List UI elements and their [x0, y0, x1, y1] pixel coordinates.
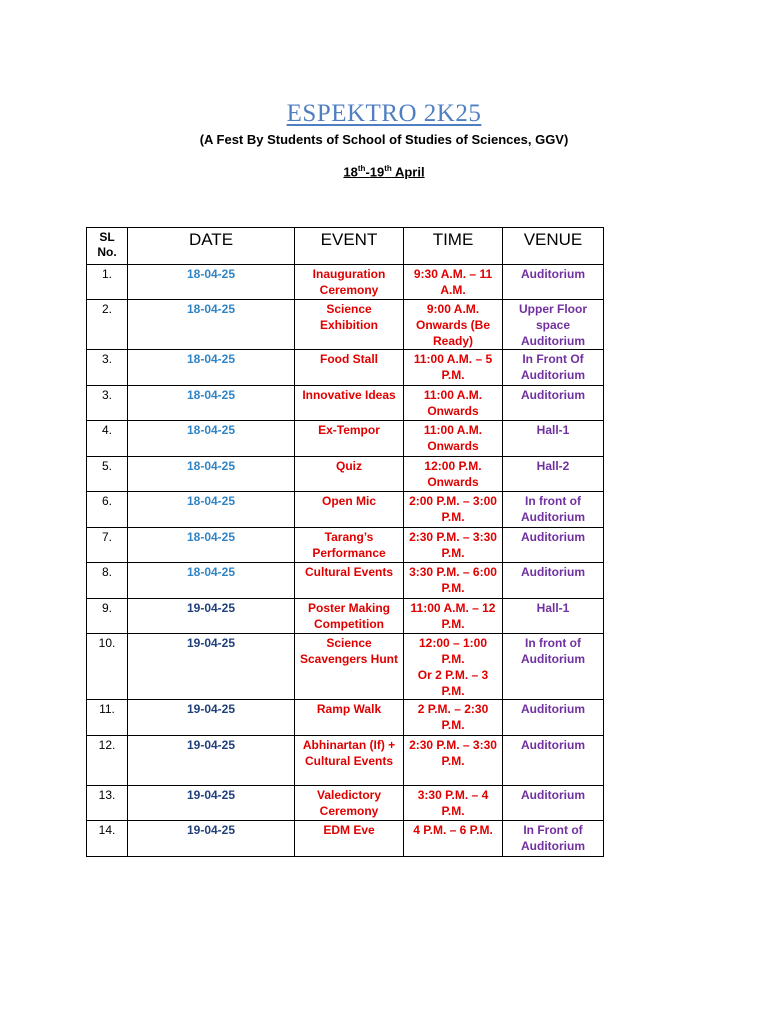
- cell-venue: [503, 421, 604, 457]
- cell-venue-text: Auditorium: [521, 267, 585, 281]
- cell-date-text: 19-04-25: [186, 823, 236, 837]
- cell-time: [404, 457, 503, 492]
- cell-event-text: EDM Eve: [323, 823, 375, 837]
- cell-sl-text: 4.: [101, 423, 112, 437]
- table-row: [87, 386, 604, 421]
- cell-venue: [503, 634, 604, 700]
- cell-sl: [87, 599, 128, 634]
- cell-venue: [503, 528, 604, 563]
- cell-venue: [503, 457, 604, 492]
- page-subtitle: (A Fest By Students of School of Studies of Sciences, GGV): [199, 132, 569, 147]
- schedule-table: [86, 227, 604, 857]
- cell-venue-text: Auditorium: [521, 388, 585, 402]
- cell-event-text: Poster Making Competition: [307, 601, 391, 631]
- cell-date-text: 19-04-25: [186, 601, 236, 615]
- date-day1: 18: [343, 164, 358, 180]
- cell-time: [404, 821, 503, 857]
- col-header-time: TIME: [404, 228, 503, 265]
- cell-venue: [503, 700, 604, 736]
- cell-sl-text: 7.: [101, 530, 112, 544]
- date-dash: -: [365, 164, 370, 180]
- cell-sl-text: 6.: [101, 494, 112, 508]
- table-row: [87, 736, 604, 786]
- cell-time-text: 11:00 A.M. – 5 P.M.: [413, 352, 493, 382]
- cell-date-text: 18-04-25: [186, 388, 236, 402]
- table-row: [87, 599, 604, 634]
- cell-event: [295, 599, 404, 634]
- cell-sl: [87, 421, 128, 457]
- cell-sl-text: 3.: [101, 352, 112, 366]
- cell-sl-text: 9.: [101, 601, 112, 615]
- cell-time-text: 2:00 P.M. – 3:00 P.M.: [409, 494, 497, 524]
- cell-date: [128, 492, 295, 528]
- cell-sl: [87, 786, 128, 821]
- cell-time-text: 3:30 P.M. – 6:00 P.M.: [409, 565, 497, 595]
- cell-venue-text: Upper Floor space Auditorium: [519, 302, 587, 348]
- cell-time: [404, 350, 503, 386]
- cell-event-text: Valedictory Ceremony: [316, 788, 382, 818]
- cell-venue-text: Hall-2: [536, 459, 570, 473]
- cell-venue-text: Auditorium: [521, 530, 585, 544]
- cell-sl: [87, 300, 128, 350]
- cell-date: [128, 700, 295, 736]
- cell-venue: [503, 821, 604, 857]
- cell-date-text: 18-04-25: [186, 530, 236, 544]
- table-row: [87, 786, 604, 821]
- cell-venue: [503, 599, 604, 634]
- cell-time-text: 2:30 P.M. – 3:30 P.M.: [409, 738, 497, 768]
- date-month: April: [391, 164, 425, 180]
- cell-date-text: 19-04-25: [186, 636, 236, 650]
- cell-venue-text: Hall-1: [536, 423, 570, 437]
- table-row: [87, 300, 604, 350]
- cell-event-text: Ex-Tempor: [318, 423, 380, 437]
- cell-sl-text: 1.: [101, 267, 112, 281]
- cell-sl-text: 8.: [101, 565, 112, 579]
- cell-event: [295, 386, 404, 421]
- cell-date: [128, 599, 295, 634]
- schedule-body: [87, 265, 604, 857]
- cell-date-text: 18-04-25: [186, 352, 236, 366]
- cell-event: [295, 350, 404, 386]
- cell-event: [295, 736, 404, 786]
- cell-venue: [503, 786, 604, 821]
- cell-sl-text: 2.: [101, 302, 112, 316]
- cell-time: [404, 492, 503, 528]
- cell-sl: [87, 736, 128, 786]
- cell-sl: [87, 265, 128, 300]
- cell-date-text: 19-04-25: [186, 738, 236, 752]
- cell-event: [295, 421, 404, 457]
- cell-date-text: 18-04-25: [186, 494, 236, 508]
- cell-sl: [87, 563, 128, 599]
- cell-venue: [503, 492, 604, 528]
- table-row: [87, 421, 604, 457]
- cell-event: [295, 821, 404, 857]
- cell-event-text: Inauguration Ceremony: [312, 267, 386, 297]
- cell-sl: [87, 457, 128, 492]
- cell-event-text: Open Mic: [321, 494, 376, 508]
- cell-time: [404, 634, 503, 700]
- cell-time: [404, 786, 503, 821]
- cell-sl: [87, 821, 128, 857]
- cell-venue: [503, 736, 604, 786]
- cell-event: [295, 563, 404, 599]
- cell-event-text: Innovative Ideas: [302, 388, 396, 402]
- cell-event-text: Science Exhibition: [320, 302, 378, 332]
- cell-sl: [87, 386, 128, 421]
- cell-date: [128, 563, 295, 599]
- cell-venue-text: Auditorium: [521, 702, 585, 716]
- cell-time-text: 3:30 P.M. – 4 P.M.: [417, 788, 489, 818]
- cell-venue-text: Hall-1: [536, 601, 570, 615]
- cell-date-text: 18-04-25: [186, 459, 236, 473]
- date-suffix1: th: [357, 164, 366, 173]
- cell-venue-text: Auditorium: [521, 738, 585, 752]
- date-day2: 19: [369, 164, 385, 180]
- cell-date: [128, 528, 295, 563]
- table-row: [87, 563, 604, 599]
- cell-date: [128, 634, 295, 700]
- cell-venue: [503, 265, 604, 300]
- cell-time: [404, 421, 503, 457]
- cell-sl: [87, 700, 128, 736]
- cell-sl: [87, 492, 128, 528]
- cell-sl-text: 13.: [98, 788, 116, 802]
- cell-time-text: 12:00 P.M. Onwards: [424, 459, 482, 489]
- cell-event-text: Science Scavengers Hunt: [299, 636, 399, 666]
- cell-date-text: 18-04-25: [186, 267, 236, 281]
- cell-time: [404, 265, 503, 300]
- cell-time: [404, 528, 503, 563]
- cell-venue: [503, 300, 604, 350]
- cell-sl: [87, 528, 128, 563]
- cell-date: [128, 821, 295, 857]
- date-suffix2: th: [384, 164, 392, 173]
- cell-event: [295, 786, 404, 821]
- cell-date: [128, 736, 295, 786]
- cell-event: [295, 457, 404, 492]
- cell-event-text: Abhinartan (If) + Cultural Events: [302, 738, 396, 768]
- cell-time-text: 12:00 – 1:00 P.M.: [418, 636, 488, 666]
- cell-venue-text: In front of Auditorium: [521, 494, 585, 524]
- cell-event: [295, 265, 404, 300]
- table-row: [87, 265, 604, 300]
- cell-date: [128, 421, 295, 457]
- cell-date: [128, 265, 295, 300]
- table-row: [87, 457, 604, 492]
- cell-venue: [503, 350, 604, 386]
- cell-time-text: 11:00 A.M. Onwards: [423, 388, 483, 418]
- cell-sl: [87, 350, 128, 386]
- cell-date: [128, 350, 295, 386]
- cell-date-text: 18-04-25: [186, 565, 236, 579]
- cell-time-text: 9:00 A.M. Onwards (Be Ready): [415, 302, 490, 348]
- cell-sl-text: 11.: [99, 702, 115, 716]
- cell-date: [128, 786, 295, 821]
- col-header-event: EVENT: [295, 228, 404, 265]
- cell-time-text: 11:00 A.M. – 12 P.M.: [410, 601, 496, 631]
- cell-time: [404, 563, 503, 599]
- cell-time: [404, 599, 503, 634]
- cell-event: [295, 634, 404, 700]
- cell-date-text: 18-04-25: [186, 302, 236, 316]
- table-row: [87, 821, 604, 857]
- cell-venue: [503, 386, 604, 421]
- cell-time: [404, 300, 503, 350]
- cell-date-text: 18-04-25: [186, 423, 236, 437]
- cell-event-text: Tarang’s Performance: [312, 530, 386, 560]
- cell-event-text: Food Stall: [320, 352, 378, 366]
- cell-event: [295, 300, 404, 350]
- cell-time: [404, 386, 503, 421]
- cell-sl-text: 3.: [101, 388, 112, 402]
- cell-event: [295, 528, 404, 563]
- table-row: [87, 700, 604, 736]
- cell-venue-text: Auditorium: [521, 788, 585, 802]
- cell-date: [128, 300, 295, 350]
- cell-date: [128, 457, 295, 492]
- cell-time-text: 4 P.M. – 6 P.M.: [413, 823, 493, 837]
- cell-venue-text: In Front Of Auditorium: [521, 352, 585, 382]
- cell-sl-text: 5.: [101, 459, 112, 473]
- cell-time: [404, 736, 503, 786]
- cell-sl-text: 14.: [98, 823, 116, 837]
- cell-event: [295, 492, 404, 528]
- cell-venue: [503, 563, 604, 599]
- cell-venue-text: In Front of Auditorium: [521, 823, 585, 853]
- fest-dates: [0, 164, 768, 179]
- cell-venue-text: In front of Auditorium: [521, 636, 585, 666]
- table-row: [87, 492, 604, 528]
- cell-sl-text: 12.: [98, 738, 116, 752]
- col-header-sl: SL No.: [87, 228, 128, 265]
- col-header-venue: VENUE: [503, 228, 604, 265]
- cell-time-text: 9:30 A.M. – 11 A.M.: [413, 267, 493, 297]
- page-title: ESPEKTRO 2K25: [286, 100, 482, 127]
- table-row: [87, 350, 604, 386]
- col-header-date: DATE: [128, 228, 295, 265]
- cell-event: [295, 700, 404, 736]
- cell-time-text: 2 P.M. – 2:30 P.M.: [417, 702, 489, 732]
- cell-sl-text: 10.: [98, 636, 116, 650]
- table-row: [87, 634, 604, 700]
- cell-date-text: 19-04-25: [186, 702, 236, 716]
- table-header-row: [87, 228, 604, 265]
- cell-time-text: 11:00 A.M. Onwards: [423, 423, 483, 453]
- cell-time-alt-text: Or 2 P.M. – 3 P.M.: [417, 668, 489, 698]
- cell-time-text: 2:30 P.M. – 3:30 P.M.: [409, 530, 497, 560]
- cell-time: [404, 700, 503, 736]
- cell-event-text: Cultural Events: [304, 565, 394, 579]
- cell-date-text: 19-04-25: [186, 788, 236, 802]
- cell-event-text: Quiz: [336, 459, 362, 473]
- cell-sl: [87, 634, 128, 700]
- cell-venue-text: Auditorium: [521, 565, 585, 579]
- table-row: [87, 528, 604, 563]
- cell-event-text: Ramp Walk: [316, 702, 382, 716]
- cell-date: [128, 386, 295, 421]
